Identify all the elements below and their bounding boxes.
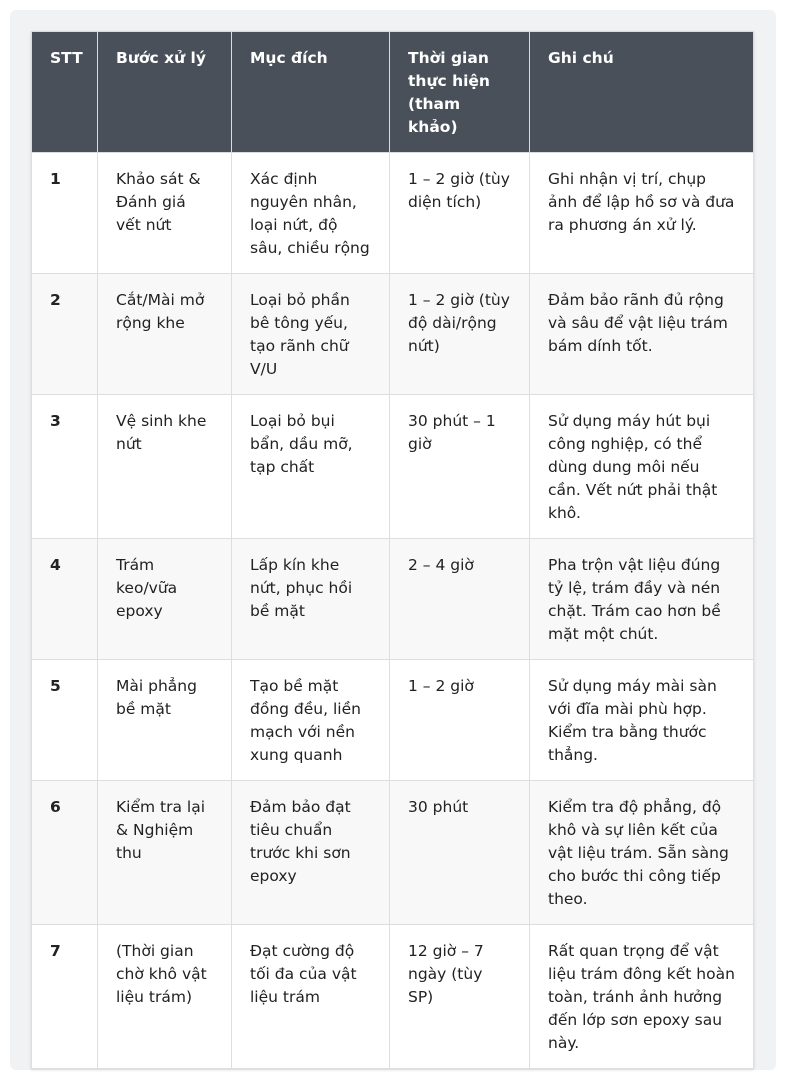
header-stt: STT	[32, 32, 98, 153]
table-row	[32, 539, 754, 660]
cell-muc-dich: Loại bỏ phần bê tông yếu, tạo rãnh chữ V/U	[232, 274, 390, 395]
cell-buoc: Khảo sát & Đánh giá vết nứt	[98, 153, 232, 274]
table-row	[32, 660, 754, 781]
cell-thoi-gian: 30 phút	[390, 781, 530, 925]
cell-ghi-chu: Pha trộn vật liệu đúng tỷ lệ, trám đầy và nén chặt. Trám cao hơn bề mặt một chút.	[530, 539, 754, 660]
cell-stt: 3	[32, 395, 98, 539]
cell-muc-dich: Đạt cường độ tối đa của vật liệu trám	[232, 925, 390, 1069]
cell-stt: 2	[32, 274, 98, 395]
cell-ghi-chu: Ghi nhận vị trí, chụp ảnh để lập hồ sơ và đưa ra phương án xử lý.	[530, 153, 754, 274]
table-row	[32, 925, 754, 1069]
cell-muc-dich: Loại bỏ bụi bẩn, dầu mỡ, tạp chất	[232, 395, 390, 539]
cell-buoc: Mài phẳng bề mặt	[98, 660, 232, 781]
cell-thoi-gian: 12 giờ – 7 ngày (tùy SP)	[390, 925, 530, 1069]
cell-stt: 6	[32, 781, 98, 925]
cell-buoc: Vệ sinh khe nứt	[98, 395, 232, 539]
cell-buoc: Kiểm tra lại & Nghiệm thu	[98, 781, 232, 925]
cell-thoi-gian: 30 phút – 1 giờ	[390, 395, 530, 539]
table-row	[32, 395, 754, 539]
cell-ghi-chu: Sử dụng máy hút bụi công nghiệp, có thể dùng dung môi nếu cần. Vết nứt phải thật khô.	[530, 395, 754, 539]
cell-buoc: (Thời gian chờ khô vật liệu trám)	[98, 925, 232, 1069]
cell-thoi-gian: 1 – 2 giờ (tùy diện tích)	[390, 153, 530, 274]
cell-stt: 1	[32, 153, 98, 274]
process-table	[31, 31, 754, 1069]
table-row	[32, 781, 754, 925]
cell-thoi-gian: 2 – 4 giờ	[390, 539, 530, 660]
table-row	[32, 153, 754, 274]
header-buoc-xu-ly: Bước xử lý	[98, 32, 232, 153]
cell-muc-dich: Xác định nguyên nhân, loại nứt, độ sâu, chiều rộng	[232, 153, 390, 274]
cell-stt: 4	[32, 539, 98, 660]
cell-thoi-gian: 1 – 2 giờ (tùy độ dài/rộng nứt)	[390, 274, 530, 395]
cell-buoc: Trám keo/vữa epoxy	[98, 539, 232, 660]
cell-stt: 7	[32, 925, 98, 1069]
cell-ghi-chu: Rất quan trọng để vật liệu trám đông kết hoàn toàn, tránh ảnh hưởng đến lớp sơn epoxy sau này.	[530, 925, 754, 1069]
cell-stt: 5	[32, 660, 98, 781]
header-thoi-gian: Thời gian thực hiện (tham khảo)	[390, 32, 530, 153]
cell-muc-dich: Lấp kín khe nứt, phục hồi bề mặt	[232, 539, 390, 660]
cell-muc-dich: Đảm bảo đạt tiêu chuẩn trước khi sơn epoxy	[232, 781, 390, 925]
cell-muc-dich: Tạo bề mặt đồng đều, liền mạch với nền xung quanh	[232, 660, 390, 781]
header-ghi-chu: Ghi chú	[530, 32, 754, 153]
cell-buoc: Cắt/Mài mở rộng khe	[98, 274, 232, 395]
page-frame	[10, 10, 776, 1070]
cell-ghi-chu: Kiểm tra độ phẳng, độ khô và sự liên kết của vật liệu trám. Sẵn sàng cho bước thi công tiếp theo.	[530, 781, 754, 925]
table-row	[32, 274, 754, 395]
cell-thoi-gian: 1 – 2 giờ	[390, 660, 530, 781]
header-muc-dich: Mục đích	[232, 32, 390, 153]
table-header-row	[32, 32, 754, 153]
cell-ghi-chu: Đảm bảo rãnh đủ rộng và sâu để vật liệu trám bám dính tốt.	[530, 274, 754, 395]
cell-ghi-chu: Sử dụng máy mài sàn với đĩa mài phù hợp. Kiểm tra bằng thước thẳng.	[530, 660, 754, 781]
